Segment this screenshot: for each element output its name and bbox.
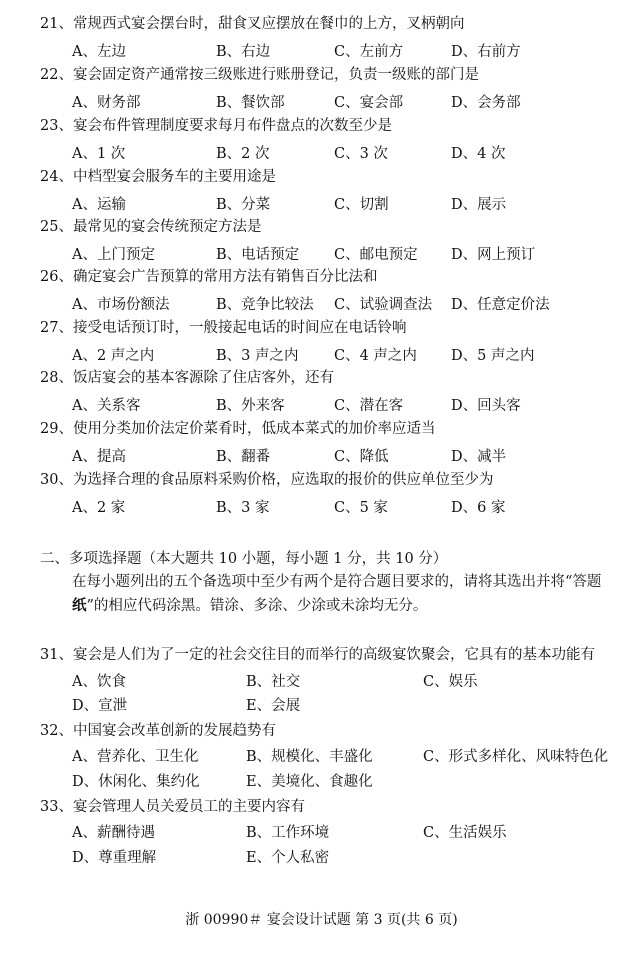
- options-24: [72, 193, 643, 215]
- options-32-row1: [72, 745, 643, 767]
- instruction-text-1: 在每小题列出的五个备选项中至少有两个是符合题目要求的，请将其选出并将“答题: [72, 574, 602, 590]
- option-a: A、饮食: [72, 674, 126, 690]
- question-22: 22、宴会固定资产通常按三级账进行账册登记，负责一级账的部门是: [40, 67, 479, 83]
- options-31-row2: [72, 694, 643, 716]
- instruction-text-2: ”的相应代码涂黑。错涂、多涂、少涂或未涂均无分。: [86, 598, 428, 614]
- question-23: 23、宴会布件管理制度要求每月布件盘点的次数至少是: [40, 118, 392, 134]
- instruction-bold: 纸: [72, 597, 87, 614]
- options-31-row1: [72, 670, 643, 692]
- option-d: D、网上预订: [451, 247, 536, 263]
- option-e: E、会展: [246, 698, 301, 714]
- option-a: A、2 家: [72, 500, 126, 516]
- option-c: C、试验调查法: [334, 297, 433, 313]
- options-28: [72, 394, 643, 416]
- option-a: A、关系客: [72, 398, 141, 414]
- option-c: C、形式多样化、风味特色化: [423, 749, 609, 765]
- option-c: C、4 声之内: [334, 348, 417, 364]
- option-c: C、5 家: [334, 500, 388, 516]
- option-b: B、规模化、丰盛化: [246, 749, 373, 765]
- option-a: A、市场份额法: [72, 297, 170, 313]
- question-33: 33、宴会管理人员关爱员工的主要内容有: [40, 799, 305, 815]
- option-d: D、回头客: [451, 398, 521, 414]
- option-a: A、薪酬待遇: [72, 825, 155, 841]
- option-a: A、财务部: [72, 95, 141, 111]
- question-26: 26、确定宴会广告预算的常用方法有销售百分比法和: [40, 269, 378, 285]
- options-25: [72, 243, 643, 265]
- section-heading: 二、多项选择题（本大题共 10 小题，每小题 1 分，共 10 分）: [40, 551, 448, 567]
- options-22: [72, 91, 643, 113]
- options-23: [72, 142, 643, 164]
- option-a: A、2 声之内: [72, 348, 155, 364]
- option-a: A、营养化、卫生化: [72, 749, 199, 765]
- option-d: D、右前方: [451, 44, 521, 60]
- question-31: 31、宴会是人们为了一定的社会交往目的而举行的高级宴饮聚会，它具有的基本功能有: [40, 647, 595, 663]
- question-27: 27、接受电话预订时，一般接起电话的时间应在电话铃响: [40, 320, 407, 336]
- option-d: D、减半: [451, 449, 507, 465]
- options-33-row2: [72, 846, 643, 868]
- options-21: [72, 40, 643, 62]
- section-instructions: [72, 570, 617, 618]
- option-c: C、邮电预定: [334, 247, 418, 263]
- option-a: A、运输: [72, 197, 126, 213]
- option-d: D、4 次: [451, 146, 506, 162]
- options-33-row1: [72, 821, 643, 843]
- option-d: D、任意定价法: [451, 297, 550, 313]
- option-c: C、3 次: [334, 146, 388, 162]
- option-c: C、宴会部: [334, 95, 404, 111]
- option-b: B、外来客: [216, 398, 285, 414]
- option-d: D、休闲化、集约化: [72, 774, 200, 790]
- question-21: 21、常规西式宴会摆台时，甜食叉应摆放在餐巾的上方，叉柄朝向: [40, 16, 465, 32]
- question-28: 28、饭店宴会的基本客源除了住店客外，还有: [40, 370, 334, 386]
- question-25: 25、最常见的宴会传统预定方法是: [40, 219, 262, 235]
- options-29: [72, 445, 643, 467]
- option-c: C、左前方: [334, 44, 404, 60]
- options-26: [72, 293, 643, 315]
- option-b: B、3 声之内: [216, 348, 299, 364]
- option-c: C、切割: [334, 197, 389, 213]
- option-b: B、分菜: [216, 197, 271, 213]
- option-a: A、1 次: [72, 146, 126, 162]
- option-c: C、生活娱乐: [423, 825, 507, 841]
- option-b: B、3 家: [216, 500, 270, 516]
- option-b: B、2 次: [216, 146, 270, 162]
- option-d: D、6 家: [451, 500, 506, 516]
- question-24: 24、中档型宴会服务车的主要用途是: [40, 169, 276, 185]
- option-a: A、左边: [72, 44, 126, 60]
- option-b: B、工作环境: [246, 825, 330, 841]
- option-e: E、个人私密: [246, 850, 330, 866]
- option-e: E、美境化、食趣化: [246, 774, 373, 790]
- option-d: D、展示: [451, 197, 507, 213]
- option-d: D、会务部: [451, 95, 521, 111]
- question-29: 29、使用分类加价法定价菜肴时，低成本菜式的加价率应适当: [40, 421, 436, 437]
- option-b: B、翻番: [216, 449, 271, 465]
- option-c: C、潜在客: [334, 398, 404, 414]
- option-c: C、降低: [334, 449, 389, 465]
- options-27: [72, 344, 643, 366]
- option-d: D、5 声之内: [451, 348, 535, 364]
- option-b: B、右边: [216, 44, 271, 60]
- question-32: 32、中国宴会改革创新的发展趋势有: [40, 723, 276, 739]
- option-d: D、尊重理解: [72, 850, 157, 866]
- options-30: [72, 496, 643, 518]
- option-a: A、上门预定: [72, 247, 155, 263]
- option-b: B、竞争比较法: [216, 297, 314, 313]
- option-b: B、社交: [246, 674, 301, 690]
- option-c: C、娱乐: [423, 674, 478, 690]
- option-d: D、宣泄: [72, 698, 128, 714]
- question-30: 30、为选择合理的食品原料采购价格，应选取的报价的供应单位至少为: [40, 472, 494, 488]
- option-b: B、餐饮部: [216, 95, 285, 111]
- option-b: B、电话预定: [216, 247, 300, 263]
- option-a: A、提高: [72, 449, 126, 465]
- options-32-row2: [72, 770, 643, 792]
- page-footer: 浙 00990＃ 宴会设计试题 第 3 页(共 6 页): [185, 912, 458, 928]
